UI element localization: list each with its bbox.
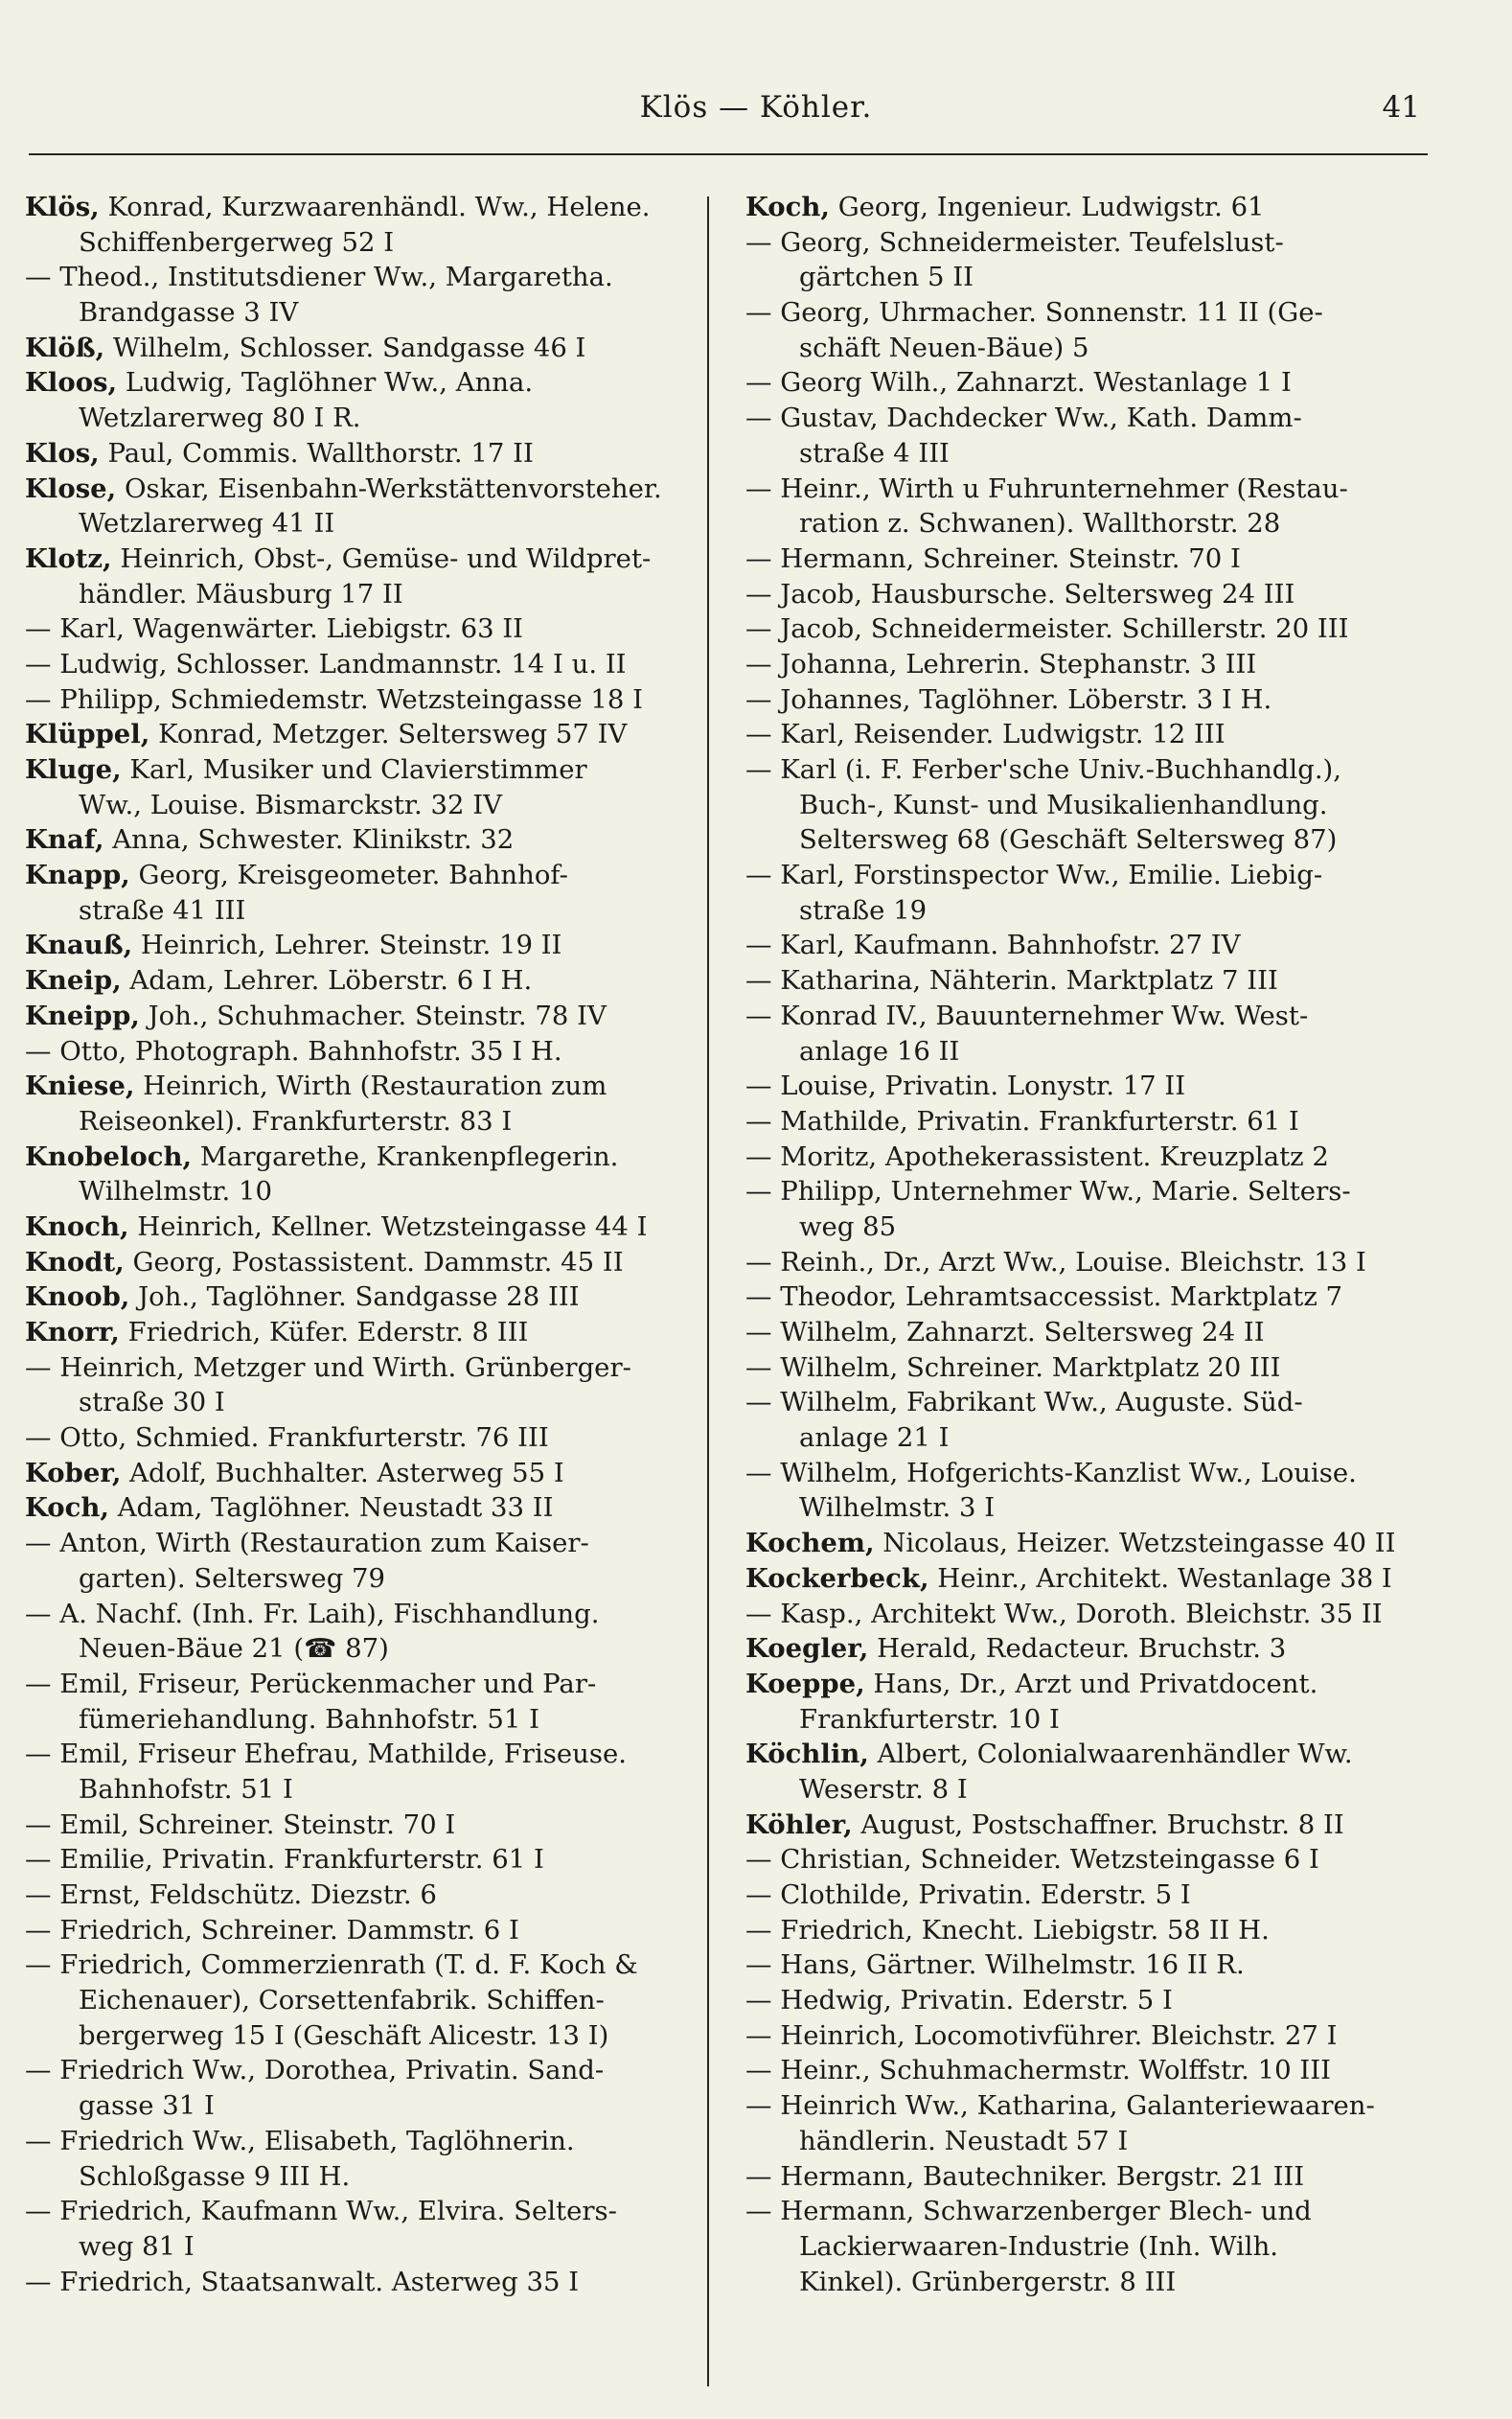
entry-text: — Jacob, Schneidermeister. Schillerstr. 20 III (745, 613, 1349, 645)
entry-text: Friedrich, Küfer. Ederstr. 8 III (119, 1317, 529, 1348)
entry-surname: Köhler, (745, 1808, 853, 1840)
entry-line (25, 1631, 696, 1667)
entry-line (745, 1385, 1432, 1420)
entry-text: Bahnhofstr. 51 I (79, 1773, 293, 1805)
entry-text: Konrad, Kurzwaarenhändl. Ww., Helene. (99, 192, 651, 222)
entry-line (25, 2053, 696, 2088)
entry-text: — Friedrich, Knecht. Liebigstr. 58 II H. (745, 1914, 1270, 1946)
entry-text: — Wilhelm, Hofgerichts-Kanzlist Ww., Louise. (745, 1457, 1357, 1488)
entry-text: Konrad, Metzger. Seltersweg 57 IV (149, 719, 628, 750)
entry-line (745, 1104, 1432, 1140)
entry-text: — Reinh., Dr., Arzt Ww., Louise. Bleichstr. 13 I (745, 1246, 1366, 1278)
entry-line (25, 2018, 696, 2054)
entry-text: — Johanna, Lehrerin. Stephanstr. 3 III (745, 648, 1257, 680)
entry-line (745, 2053, 1432, 2088)
entry-text: — Katharina, Nähterin. Marktplatz 7 III (745, 965, 1278, 997)
entry-text: ration z. Schwanen). Wallthorstr. 28 (799, 508, 1281, 540)
entry-text: straße 30 I (79, 1387, 225, 1418)
entry-line (745, 225, 1432, 261)
entry-line (25, 963, 696, 999)
entry-text: straße 19 (799, 894, 928, 926)
entry-text: — Emil, Schreiner. Steinstr. 70 I (25, 1808, 456, 1840)
entry-line (25, 717, 696, 752)
entry-text: — Johannes, Taglöhner. Löberstr. 3 I H. (745, 683, 1272, 715)
entry-line (745, 1420, 1432, 1456)
entry-line (25, 1210, 696, 1245)
entry-text: Adam, Lehrer. Löberstr. 6 I H. (121, 965, 533, 997)
entry-line (25, 577, 696, 612)
entry-surname: Koegler, (745, 1633, 869, 1665)
entry-text: — Philipp, Unternehmer Ww., Marie. Selters- (745, 1176, 1351, 1208)
entry-line (25, 1279, 696, 1315)
entry-line (25, 1667, 696, 1702)
entry-line (25, 331, 696, 366)
entry-line (25, 506, 696, 541)
entry-text: — Heinr., Schuhmachermstr. Wolffstr. 10 III (745, 2055, 1331, 2086)
entry-line (745, 1069, 1432, 1104)
entry-line (745, 2265, 1432, 2300)
entry-line (745, 1667, 1432, 1702)
entry-line (25, 1526, 696, 1561)
entry-line (745, 1210, 1432, 1245)
entry-text: — Philipp, Schmiedemstr. Wetzsteingasse 18 I (25, 683, 643, 715)
entry-line (745, 436, 1432, 472)
entry-line (745, 1808, 1432, 1843)
entry-line (745, 1526, 1432, 1561)
entry-line (25, 365, 696, 401)
entry-line (745, 2194, 1432, 2229)
entry-line (25, 1456, 696, 1491)
entry-line (745, 928, 1432, 963)
entry-line (745, 2229, 1432, 2265)
entry-text: — Louise, Privatin. Lonystr. 17 II (745, 1071, 1186, 1102)
right-column (745, 190, 1432, 2404)
entry-line (25, 1737, 696, 1772)
left-column (25, 190, 696, 2404)
entry-surname: Kluge, (25, 754, 122, 785)
entry-text: garten). Seltersweg 79 (79, 1562, 386, 1594)
entry-text: — Friedrich, Schreiner. Dammstr. 6 I (25, 1914, 519, 1946)
entry-text: Weserstr. 8 I (799, 1773, 968, 1805)
entry-line (745, 401, 1432, 436)
entry-line (745, 999, 1432, 1034)
entry-text: Wetzlarerweg 80 I R. (79, 403, 361, 434)
entry-surname: Klose, (25, 472, 117, 504)
entry-text: — Georg Wilh., Zahnarzt. Westanlage 1 I (745, 367, 1292, 399)
header-rule (29, 153, 1428, 155)
entry-line (25, 893, 696, 929)
entry-line (25, 2229, 696, 2265)
entry-line (25, 225, 696, 261)
entry-text: bergerweg 15 I (Geschäft Alicestr. 13 I) (79, 2019, 609, 2051)
entry-text: — Hermann, Schreiner. Steinstr. 70 I (745, 542, 1241, 574)
entry-text: Hans, Dr., Arzt und Privatdocent. (864, 1668, 1318, 1699)
entry-line (745, 2088, 1432, 2124)
entry-line (745, 2124, 1432, 2159)
entry-line (25, 1140, 696, 1175)
entry-text: — Karl (i. F. Ferber'sche Univ.-Buchhandlg.), (745, 754, 1342, 785)
entry-text: Adolf, Buchhalter. Asterweg 55 I (121, 1457, 564, 1488)
entry-surname: Knauß, (25, 930, 133, 961)
entry-text: — Otto, Schmied. Frankfurterstr. 76 III (25, 1422, 549, 1454)
entry-line (25, 1490, 696, 1526)
entry-text: — Moritz, Apothekerassistent. Kreuzplatz 2 (745, 1140, 1329, 1172)
entry-text: — Clothilde, Privatin. Ederstr. 5 I (745, 1879, 1191, 1910)
entry-line (25, 1420, 696, 1456)
entry-line (25, 1104, 696, 1140)
entry-line (745, 717, 1432, 752)
entry-text: Neuen-Bäue 21 (☎ 87) (79, 1633, 389, 1665)
entry-line (745, 822, 1432, 858)
entry-text: Kinkel). Grünbergerstr. 8 III (799, 2266, 1177, 2297)
entry-text: — Friedrich Ww., Elisabeth, Taglöhnerin. (25, 2125, 575, 2156)
entry-surname: Knorr, (25, 1317, 120, 1348)
entry-text: — Theodor, Lehramtsaccessist. Marktplatz 7 (745, 1281, 1343, 1313)
entry-text: — Wilhelm, Zahnarzt. Seltersweg 24 II (745, 1317, 1265, 1348)
entry-text: straße 41 III (79, 894, 246, 926)
entry-surname: Kockerbeck, (745, 1562, 929, 1594)
entry-text: gärtchen 5 II (799, 262, 974, 293)
entry-text: Margarethe, Krankenpflegerin. (192, 1140, 619, 1172)
entry-line (745, 858, 1432, 893)
entry-surname: Klöß, (25, 332, 105, 363)
entry-line (745, 1631, 1432, 1667)
entry-text: Frankfurterstr. 10 I (799, 1703, 1060, 1735)
entry-text: — Karl, Wagenwärter. Liebigstr. 63 II (25, 613, 524, 645)
entry-text: — Wilhelm, Fabrikant Ww., Auguste. Süd- (745, 1387, 1303, 1418)
entry-text: Eichenauer), Corsettenfabrik. Schiffen- (79, 1985, 605, 2016)
entry-text: — Ernst, Feldschütz. Diezstr. 6 (25, 1879, 437, 1910)
entry-text: — Georg, Uhrmacher. Sonnenstr. 11 II (Ge- (745, 297, 1323, 329)
entry-surname: Koch, (745, 192, 830, 222)
entry-surname: Klüppel, (25, 719, 150, 750)
entry-text: — Heinr., Wirth u Fuhrunternehmer (Restau- (745, 472, 1348, 504)
entry-line (745, 752, 1432, 788)
entry-text: Lackierwaaren-Industrie (Inh. Wilh. (799, 2230, 1279, 2262)
entry-line (745, 1597, 1432, 1632)
entry-line (745, 1034, 1432, 1070)
entry-line (25, 647, 696, 682)
entry-text: — Kasp., Architekt Ww., Doroth. Bleichstr. 35 II (745, 1598, 1383, 1629)
entry-surname: Koch, (25, 1492, 109, 1524)
entry-line (745, 1174, 1432, 1210)
entry-surname: Kochem, (745, 1528, 875, 1559)
entry-line (25, 472, 696, 507)
entry-text: — Karl, Forstinspector Ww., Emilie. Liebig- (745, 860, 1323, 891)
entry-text: fümeriehandlung. Bahnhofstr. 51 I (79, 1703, 540, 1735)
entry-text: Georg, Postassistent. Dammstr. 45 II (124, 1246, 624, 1278)
entry-line (745, 647, 1432, 682)
entry-text: — Mathilde, Privatin. Frankfurterstr. 61 I (745, 1105, 1299, 1137)
entry-text: — Jacob, Hausbursche. Seltersweg 24 III (745, 578, 1295, 610)
entry-surname: Klös, (25, 192, 100, 222)
entry-line (25, 1561, 696, 1597)
entry-line (25, 2194, 696, 2229)
entry-surname: Knoch, (25, 1210, 129, 1242)
entry-line (25, 2265, 696, 2300)
entry-text: — Emil, Friseur Ehefrau, Mathilde, Friseuse. (25, 1739, 627, 1770)
entry-line (25, 2124, 696, 2159)
entry-text: — Konrad IV., Bauunternehmer Ww. West- (745, 1000, 1309, 1031)
entry-line (25, 1983, 696, 2018)
entry-text: Schiffenbergerweg 52 I (79, 226, 395, 258)
entry-line (25, 1947, 696, 1983)
entry-surname: Knodt, (25, 1246, 125, 1278)
entry-text: Schloßgasse 9 III H. (79, 2160, 351, 2192)
entry-line (25, 1069, 696, 1104)
entry-text: Georg, Ingenieur. Ludwigstr. 61 (829, 192, 1265, 222)
entry-line (745, 2018, 1432, 2054)
entry-text: — Hermann, Schwarzenberger Blech- und (745, 2196, 1312, 2227)
entry-text: Wilhelmstr. 10 (79, 1176, 272, 1208)
entry-text: Paul, Commis. Wallthorstr. 17 II (99, 437, 534, 469)
entry-line (745, 1772, 1432, 1808)
entry-line (745, 295, 1432, 331)
entry-line (745, 1140, 1432, 1175)
entry-line (745, 1702, 1432, 1738)
entry-line (25, 1913, 696, 1948)
entry-text: straße 4 III (799, 437, 950, 469)
entry-text: Heinrich, Obst-, Gemüse- und Wildpret- (111, 542, 652, 574)
entry-line (25, 1174, 696, 1210)
entry-line (745, 611, 1432, 647)
entry-text: anlage 16 II (799, 1035, 960, 1067)
entry-surname: Koeppe, (745, 1668, 865, 1699)
entry-text: — Friedrich Ww., Dorothea, Privatin. Sand- (25, 2055, 605, 2086)
entry-text: — Karl, Reisender. Ludwigstr. 12 III (745, 719, 1226, 750)
entry-surname: Knapp, (25, 860, 130, 891)
entry-text: — Heinrich Ww., Katharina, Galanteriewaaren- (745, 2090, 1375, 2122)
entry-text: — A. Nachf. (Inh. Fr. Laih), Fischhandlung. (25, 1598, 600, 1629)
entry-text: — Georg, Schneidermeister. Teufelslust- (745, 226, 1284, 258)
entry-line (745, 1878, 1432, 1913)
entry-surname: Kloos, (25, 367, 118, 399)
entry-line (25, 1034, 696, 1070)
entry-line (745, 1350, 1432, 1386)
entry-text: Wetzlarerweg 41 II (79, 508, 335, 540)
entry-line (745, 1737, 1432, 1772)
entry-text: — Friedrich, Staatsanwalt. Asterweg 35 I (25, 2266, 580, 2297)
entry-line (25, 541, 696, 577)
entry-text: — Friedrich, Commerzienrath (T. d. F. Koch & (25, 1949, 638, 1981)
entry-line (745, 682, 1432, 718)
entry-text: schäft Neuen-Bäue) 5 (799, 332, 1089, 363)
entry-line (25, 928, 696, 963)
entry-text: händler. Mäusburg 17 II (79, 578, 403, 610)
entry-line (25, 1808, 696, 1843)
entry-text: — Otto, Photograph. Bahnhofstr. 35 I H. (25, 1035, 562, 1067)
entry-surname: Kober, (25, 1457, 122, 1488)
entry-line (745, 1983, 1432, 2018)
entry-text: Buch-, Kunst- und Musikalienhandlung. (799, 789, 1328, 820)
entry-text: Brandgasse 3 IV (79, 297, 299, 329)
entry-text: — Karl, Kaufmann. Bahnhofstr. 27 IV (745, 930, 1241, 961)
entry-surname: Kneip, (25, 965, 122, 997)
entry-text: — Hedwig, Privatin. Ederstr. 5 I (745, 1985, 1173, 2016)
running-title: Klös — Köhler. (639, 90, 873, 125)
entry-line (25, 682, 696, 718)
entry-text: August, Postschaffner. Bruchstr. 8 II (852, 1808, 1344, 1840)
entry-line (25, 1772, 696, 1808)
entry-text: — Theod., Institutsdiener Ww., Margaretha. (25, 262, 613, 293)
entry-line (25, 2088, 696, 2124)
entry-text: gasse 31 I (79, 2090, 215, 2122)
entry-text: Seltersweg 68 (Geschäft Seltersweg 87) (799, 824, 1338, 856)
entry-line (745, 1456, 1432, 1491)
entry-surname: Kneipp, (25, 1000, 140, 1031)
entry-line (745, 331, 1432, 366)
entry-line (25, 1597, 696, 1632)
entry-line (745, 1947, 1432, 1983)
entry-surname: Klos, (25, 437, 100, 469)
entry-line (745, 1279, 1432, 1315)
entry-line (25, 611, 696, 647)
entry-line (745, 1245, 1432, 1280)
entry-surname: Klotz, (25, 542, 112, 574)
entry-text: Wilhelmstr. 3 I (799, 1492, 996, 1524)
entry-line (745, 1315, 1432, 1350)
entry-line (25, 1245, 696, 1280)
entry-text: Wilhelm, Schlosser. Sandgasse 46 I (104, 332, 586, 363)
entry-line (745, 541, 1432, 577)
entry-line (745, 1490, 1432, 1526)
entry-line (745, 963, 1432, 999)
entry-text: — Wilhelm, Schreiner. Marktplatz 20 III (745, 1351, 1281, 1383)
entry-line (745, 1842, 1432, 1878)
entry-text: Herald, Redacteur. Bruchstr. 3 (868, 1633, 1287, 1665)
entry-line (745, 1561, 1432, 1597)
entry-surname: Knoob, (25, 1281, 130, 1313)
entry-text: Heinr., Architekt. Westanlage 38 I (928, 1562, 1392, 1594)
entry-line (25, 190, 696, 225)
entry-line (25, 788, 696, 823)
entry-line (25, 999, 696, 1034)
entry-text: — Emil, Friseur, Perückenmacher und Par- (25, 1668, 597, 1699)
entry-text: Ludwig, Taglöhner Ww., Anna. (117, 367, 534, 399)
entry-surname: Kniese, (25, 1071, 135, 1102)
entry-text: Oskar, Eisenbahn-Werkstättenvorsteher. (116, 472, 662, 504)
entry-text: Heinrich, Wirth (Restauration zum (134, 1071, 607, 1102)
entry-line (25, 1878, 696, 1913)
entry-text: — Gustav, Dachdecker Ww., Kath. Damm- (745, 403, 1302, 434)
entry-line (745, 577, 1432, 612)
entry-line (25, 436, 696, 472)
entry-surname: Köchlin, (745, 1739, 869, 1770)
entry-line (25, 401, 696, 436)
entry-text: — Hermann, Bautechniker. Bergstr. 21 III (745, 2160, 1305, 2192)
entry-line (25, 1315, 696, 1350)
entry-text: Heinrich, Lehrer. Steinstr. 19 II (132, 930, 562, 961)
entry-line (745, 1913, 1432, 1948)
entry-line (25, 260, 696, 295)
entry-text: — Hans, Gärtner. Wilhelmstr. 16 II R. (745, 1949, 1245, 1981)
entry-text: Georg, Kreisgeometer. Bahnhof- (129, 860, 568, 891)
entry-text: händlerin. Neustadt 57 I (799, 2125, 1129, 2156)
entry-line (25, 858, 696, 893)
entry-surname: Knaf, (25, 824, 104, 856)
entry-line (745, 788, 1432, 823)
entry-line (25, 1350, 696, 1386)
entry-line (25, 822, 696, 858)
column-divider (707, 196, 709, 2386)
entry-line (745, 190, 1432, 225)
entry-text: Ww., Louise. Bismarckstr. 32 IV (79, 789, 502, 820)
entry-text: — Anton, Wirth (Restauration zum Kaiser- (25, 1528, 589, 1559)
entry-text: — Emilie, Privatin. Frankfurterstr. 61 I (25, 1844, 544, 1876)
entry-line (745, 2159, 1432, 2195)
entry-line (745, 365, 1432, 401)
entry-text: weg 85 (799, 1210, 897, 1242)
entry-text: — Heinrich, Metzger und Wirth. Grünberger- (25, 1351, 631, 1383)
entry-text: Joh., Taglöhner. Sandgasse 28 III (129, 1281, 580, 1313)
entry-text: Karl, Musiker und Clavierstimmer (121, 754, 587, 785)
entry-text: Reiseonkel). Frankfurterstr. 83 I (79, 1105, 513, 1137)
entry-text: — Christian, Schneider. Wetzsteingasse 6 I (745, 1844, 1319, 1876)
page-number: 41 (1382, 90, 1420, 125)
entry-text: — Heinrich, Locomotivführer. Bleichstr. 27 I (745, 2019, 1338, 2051)
entry-text: Nicolaus, Heizer. Wetzsteingasse 40 II (874, 1528, 1396, 1559)
page-header (0, 84, 1512, 142)
entry-line (745, 893, 1432, 929)
entry-surname: Knobeloch, (25, 1140, 193, 1172)
entry-text: Anna, Schwester. Klinikstr. 32 (103, 824, 515, 856)
entry-text: Albert, Colonialwaarenhändler Ww. (868, 1739, 1353, 1770)
entry-text: anlage 21 I (799, 1422, 950, 1454)
entry-line (25, 1385, 696, 1420)
entry-text: Adam, Taglöhner. Neustadt 33 II (108, 1492, 554, 1524)
entry-text: weg 81 I (79, 2230, 195, 2262)
entry-text: — Friedrich, Kaufmann Ww., Elvira. Selters- (25, 2196, 617, 2227)
entry-line (745, 260, 1432, 295)
entry-line (25, 2159, 696, 2195)
entry-line (25, 752, 696, 788)
entry-text: — Ludwig, Schlosser. Landmannstr. 14 I u. II (25, 648, 627, 680)
entry-line (745, 506, 1432, 541)
entry-text: Joh., Schuhmacher. Steinstr. 78 IV (139, 1000, 607, 1031)
entry-line (25, 1702, 696, 1738)
entry-line (25, 295, 696, 331)
entry-line (25, 1842, 696, 1878)
entry-text: Heinrich, Kellner. Wetzsteingasse 44 I (128, 1210, 648, 1242)
entry-line (745, 472, 1432, 507)
